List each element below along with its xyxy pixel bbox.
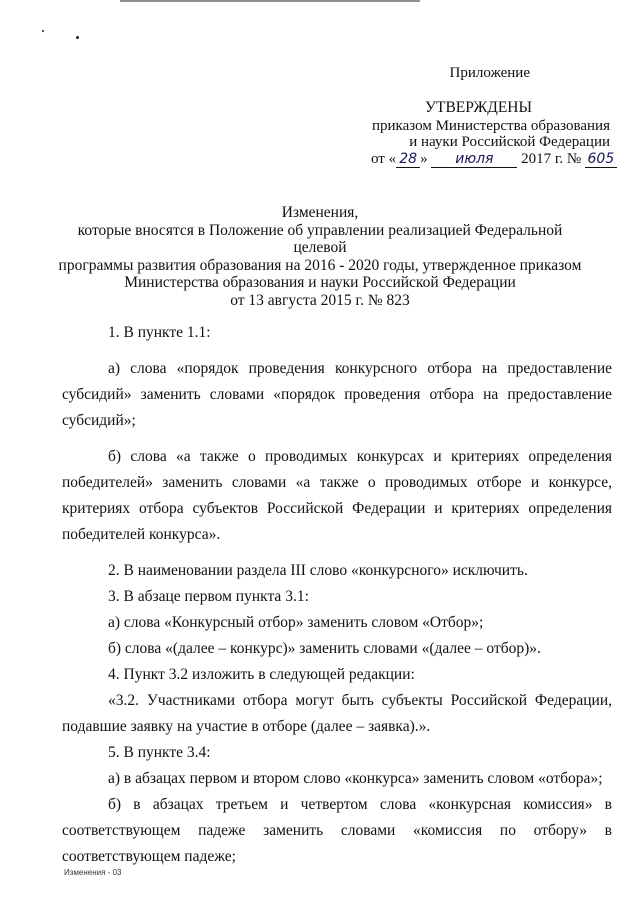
paragraph-2: 2. В наименовании раздела III слово «конкурсного» исключить. (108, 562, 528, 579)
title-line: от 13 августа 2015 г. № 823 (230, 291, 410, 309)
decree-line-1: приказом Министерства образования (372, 118, 610, 134)
date-year: 2017 г. № (521, 151, 582, 167)
paragraph-1a: а) слова «порядок проведения конкурсного отбора на предоставление субсидий» заменить словами «порядок проведения отбора на предоставление субсидий»; (62, 360, 612, 429)
paragraph-4: 4. Пункт 3.2 изложить в следующей редакции: (108, 666, 415, 683)
scan-speck (76, 36, 79, 39)
decree-date-line (371, 151, 617, 168)
title-line: которые вносятся в Положение об управлении реализацией Федеральной целевой (77, 221, 563, 257)
approved-label: УТВЕРЖДЕНЫ (425, 99, 532, 116)
paragraph-3: 3. В абзаце первом пункта 3.1: (108, 588, 309, 605)
decree-line-2: и науки Российской Федерации (409, 134, 610, 150)
paragraph-5a: а) в абзацах первом и втором слово «конкурса» заменить словом «отбора»; (108, 770, 603, 787)
footer-label: Изменения - 03 (64, 868, 122, 877)
paragraph-1: 1. В пункте 1.1: (108, 324, 211, 341)
appendix-label: Приложение (449, 65, 530, 81)
date-month-handwritten: июля (431, 151, 517, 168)
document-title (50, 204, 590, 310)
paragraph-5b: б) в абзацах третьем и четвертом слова «конкурсная комиссия» в соответствующем падеже заменить словами «комиссия по отбору» в соответствующем падеже; (62, 796, 612, 865)
scan-artifact-line (120, 0, 420, 2)
title-line: программы развития образования на 2016 - 2020 годы, утвержденное приказом (58, 256, 582, 274)
paragraph-3b: б) слова «(далее – конкурс)» заменить словами «(далее – отбор)». (108, 640, 541, 657)
paragraph-5: 5. В пункте 3.4: (108, 744, 211, 761)
scan-speck (42, 30, 44, 32)
paragraph-1b: б) слова «а также о проводимых конкурсах и критериях определения победителей» заменить словами «а также о проводимых отборе и конкурсе, критериях отбора субъектов Российской Федерации и критериях определения победителей конкурса». (62, 448, 612, 543)
title-line: Министерства образования и науки Российской Федерации (124, 274, 516, 292)
date-day-handwritten: 28 (396, 151, 420, 168)
date-mid: » (420, 151, 428, 167)
document-body (62, 320, 612, 870)
paragraph-3a: а) слова «Конкурсный отбор» заменить словом «Отбор»; (108, 614, 484, 631)
order-number-handwritten: 605 (585, 151, 617, 168)
date-prefix: от « (371, 151, 397, 167)
title-heading: Изменения, (281, 204, 359, 221)
paragraph-4-text: «3.2. Участниками отбора могут быть субъекты Российской Федерации, подавшие заявку на участие в отборе (далее – заявка).». (62, 692, 612, 735)
